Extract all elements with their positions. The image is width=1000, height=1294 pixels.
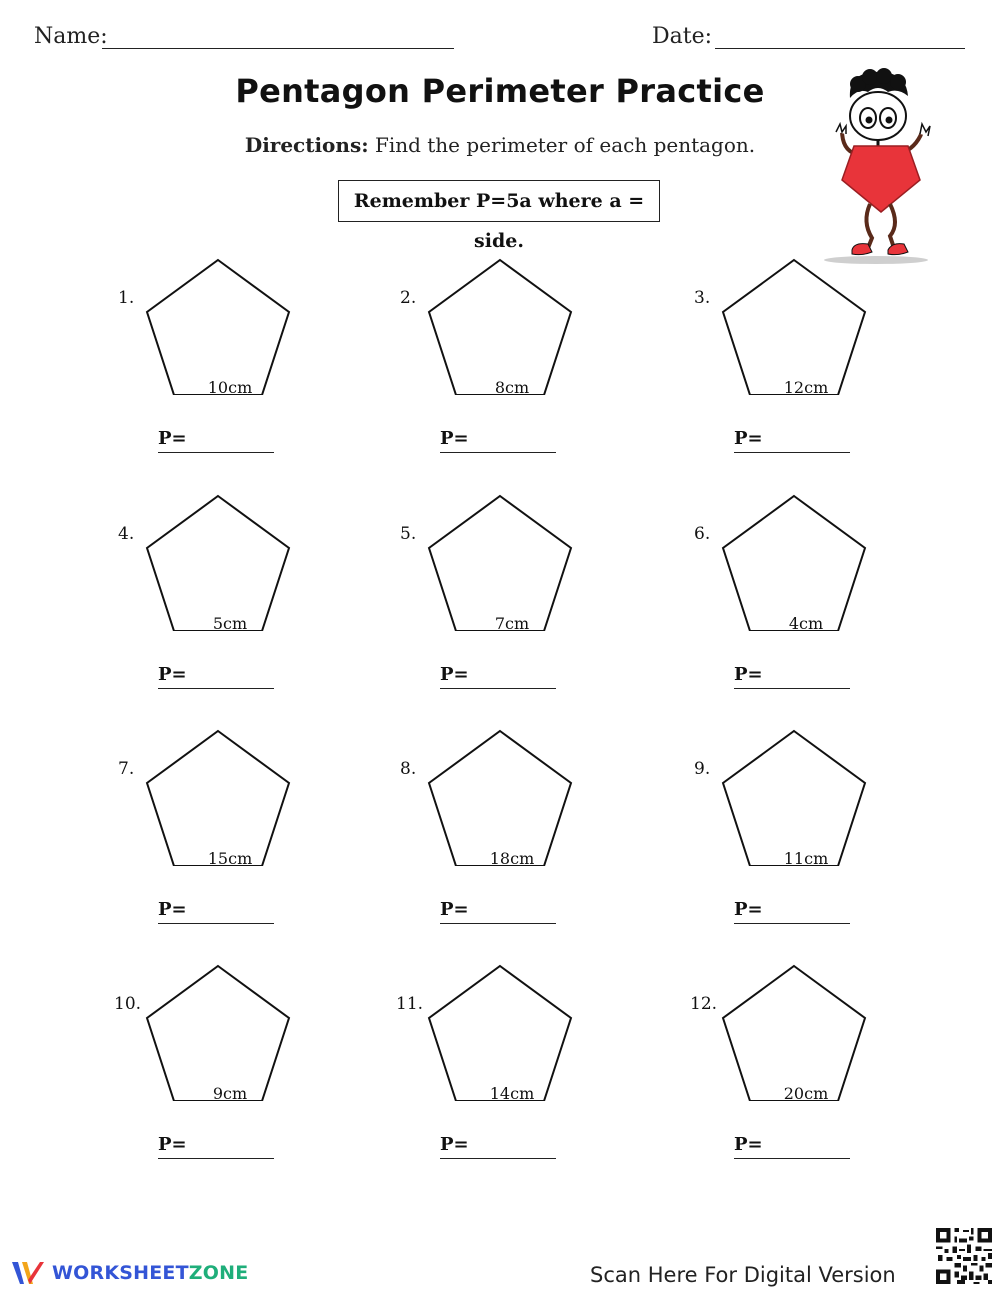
problem-number: 2. [400, 288, 417, 308]
side-length: 11cm [783, 849, 829, 868]
answer-label: P= [734, 899, 763, 920]
pentagon-icon [719, 726, 869, 866]
problem-4 [118, 524, 398, 754]
perimeter-answer-field[interactable] [440, 899, 556, 924]
answer-label: P= [158, 1134, 187, 1155]
side-length: 8cm [494, 378, 530, 397]
date-label: Date: [652, 24, 713, 49]
side-length: 5cm [212, 614, 248, 633]
answer-label: P= [734, 1134, 763, 1155]
answer-label: P= [440, 428, 469, 449]
perimeter-answer-field[interactable] [158, 664, 274, 689]
side-length: 14cm [489, 1084, 535, 1103]
problem-number: 6. [694, 524, 711, 544]
pentagon-icon [143, 255, 293, 395]
perimeter-answer-field[interactable] [440, 428, 556, 453]
side-length: 4cm [788, 614, 824, 633]
answer-label: P= [440, 899, 469, 920]
perimeter-answer-field[interactable] [734, 664, 850, 689]
pentagon-mascot-icon [818, 66, 938, 266]
perimeter-answer-field[interactable] [734, 428, 850, 453]
perimeter-answer-field[interactable] [734, 1134, 850, 1159]
problem-9 [694, 759, 974, 989]
problem-1 [118, 288, 398, 518]
perimeter-answer-field[interactable] [440, 1134, 556, 1159]
problem-number: 9. [694, 759, 711, 779]
date-field[interactable] [715, 26, 965, 49]
name-label: Name: [34, 24, 108, 49]
reminder-box: Remember P=5a where a = side. [338, 180, 660, 222]
answer-label: P= [734, 428, 763, 449]
problem-6 [694, 524, 974, 754]
problem-3 [694, 288, 974, 518]
directions-label: Directions: [244, 133, 369, 157]
problem-number: 10. [114, 994, 142, 1014]
problem-number: 1. [118, 288, 135, 308]
logo-text: WORKSHEETZONE [52, 1262, 249, 1284]
answer-label: P= [734, 664, 763, 685]
directions-text: Find the perimeter of each pentagon. [368, 133, 756, 157]
side-length: 18cm [489, 849, 535, 868]
pentagon-icon [425, 961, 575, 1101]
problem-number: 12. [690, 994, 718, 1014]
scan-text: Scan Here For Digital Version [590, 1263, 896, 1287]
pentagon-icon [425, 255, 575, 395]
perimeter-answer-field[interactable] [440, 664, 556, 689]
answer-label: P= [440, 664, 469, 685]
problem-number: 3. [694, 288, 711, 308]
side-length: 10cm [207, 378, 253, 397]
side-length: 15cm [207, 849, 253, 868]
problem-number: 4. [118, 524, 135, 544]
side-length: 7cm [494, 614, 530, 633]
pentagon-icon [719, 255, 869, 395]
answer-label: P= [158, 428, 187, 449]
problem-8 [400, 759, 680, 989]
problem-2 [400, 288, 680, 518]
problem-number: 7. [118, 759, 135, 779]
pentagon-icon [425, 491, 575, 631]
problem-10 [114, 994, 394, 1224]
worksheet-title: Pentagon Perimeter Practice [235, 72, 765, 110]
answer-label: P= [158, 664, 187, 685]
worksheet-zone-logo[interactable] [10, 1258, 248, 1288]
side-length: 20cm [783, 1084, 829, 1103]
name-field[interactable] [102, 26, 454, 49]
perimeter-answer-field[interactable] [158, 1134, 274, 1159]
side-length: 12cm [783, 378, 829, 397]
pentagon-icon [719, 491, 869, 631]
qr-code-icon[interactable] [934, 1226, 994, 1286]
problem-7 [118, 759, 398, 989]
perimeter-answer-field[interactable] [158, 428, 274, 453]
logo-icon [10, 1258, 46, 1288]
problem-number: 8. [400, 759, 417, 779]
answer-label: P= [158, 899, 187, 920]
side-length: 9cm [212, 1084, 248, 1103]
answer-label: P= [440, 1134, 469, 1155]
problem-number: 5. [400, 524, 417, 544]
pentagon-icon [719, 961, 869, 1101]
perimeter-answer-field[interactable] [734, 899, 850, 924]
problem-number: 11. [396, 994, 424, 1014]
problem-12 [690, 994, 970, 1224]
pentagon-icon [143, 961, 293, 1101]
pentagon-icon [425, 726, 575, 866]
pentagon-icon [143, 491, 293, 631]
pentagon-icon [143, 726, 293, 866]
perimeter-answer-field[interactable] [158, 899, 274, 924]
problem-11 [396, 994, 676, 1224]
problem-5 [400, 524, 680, 754]
